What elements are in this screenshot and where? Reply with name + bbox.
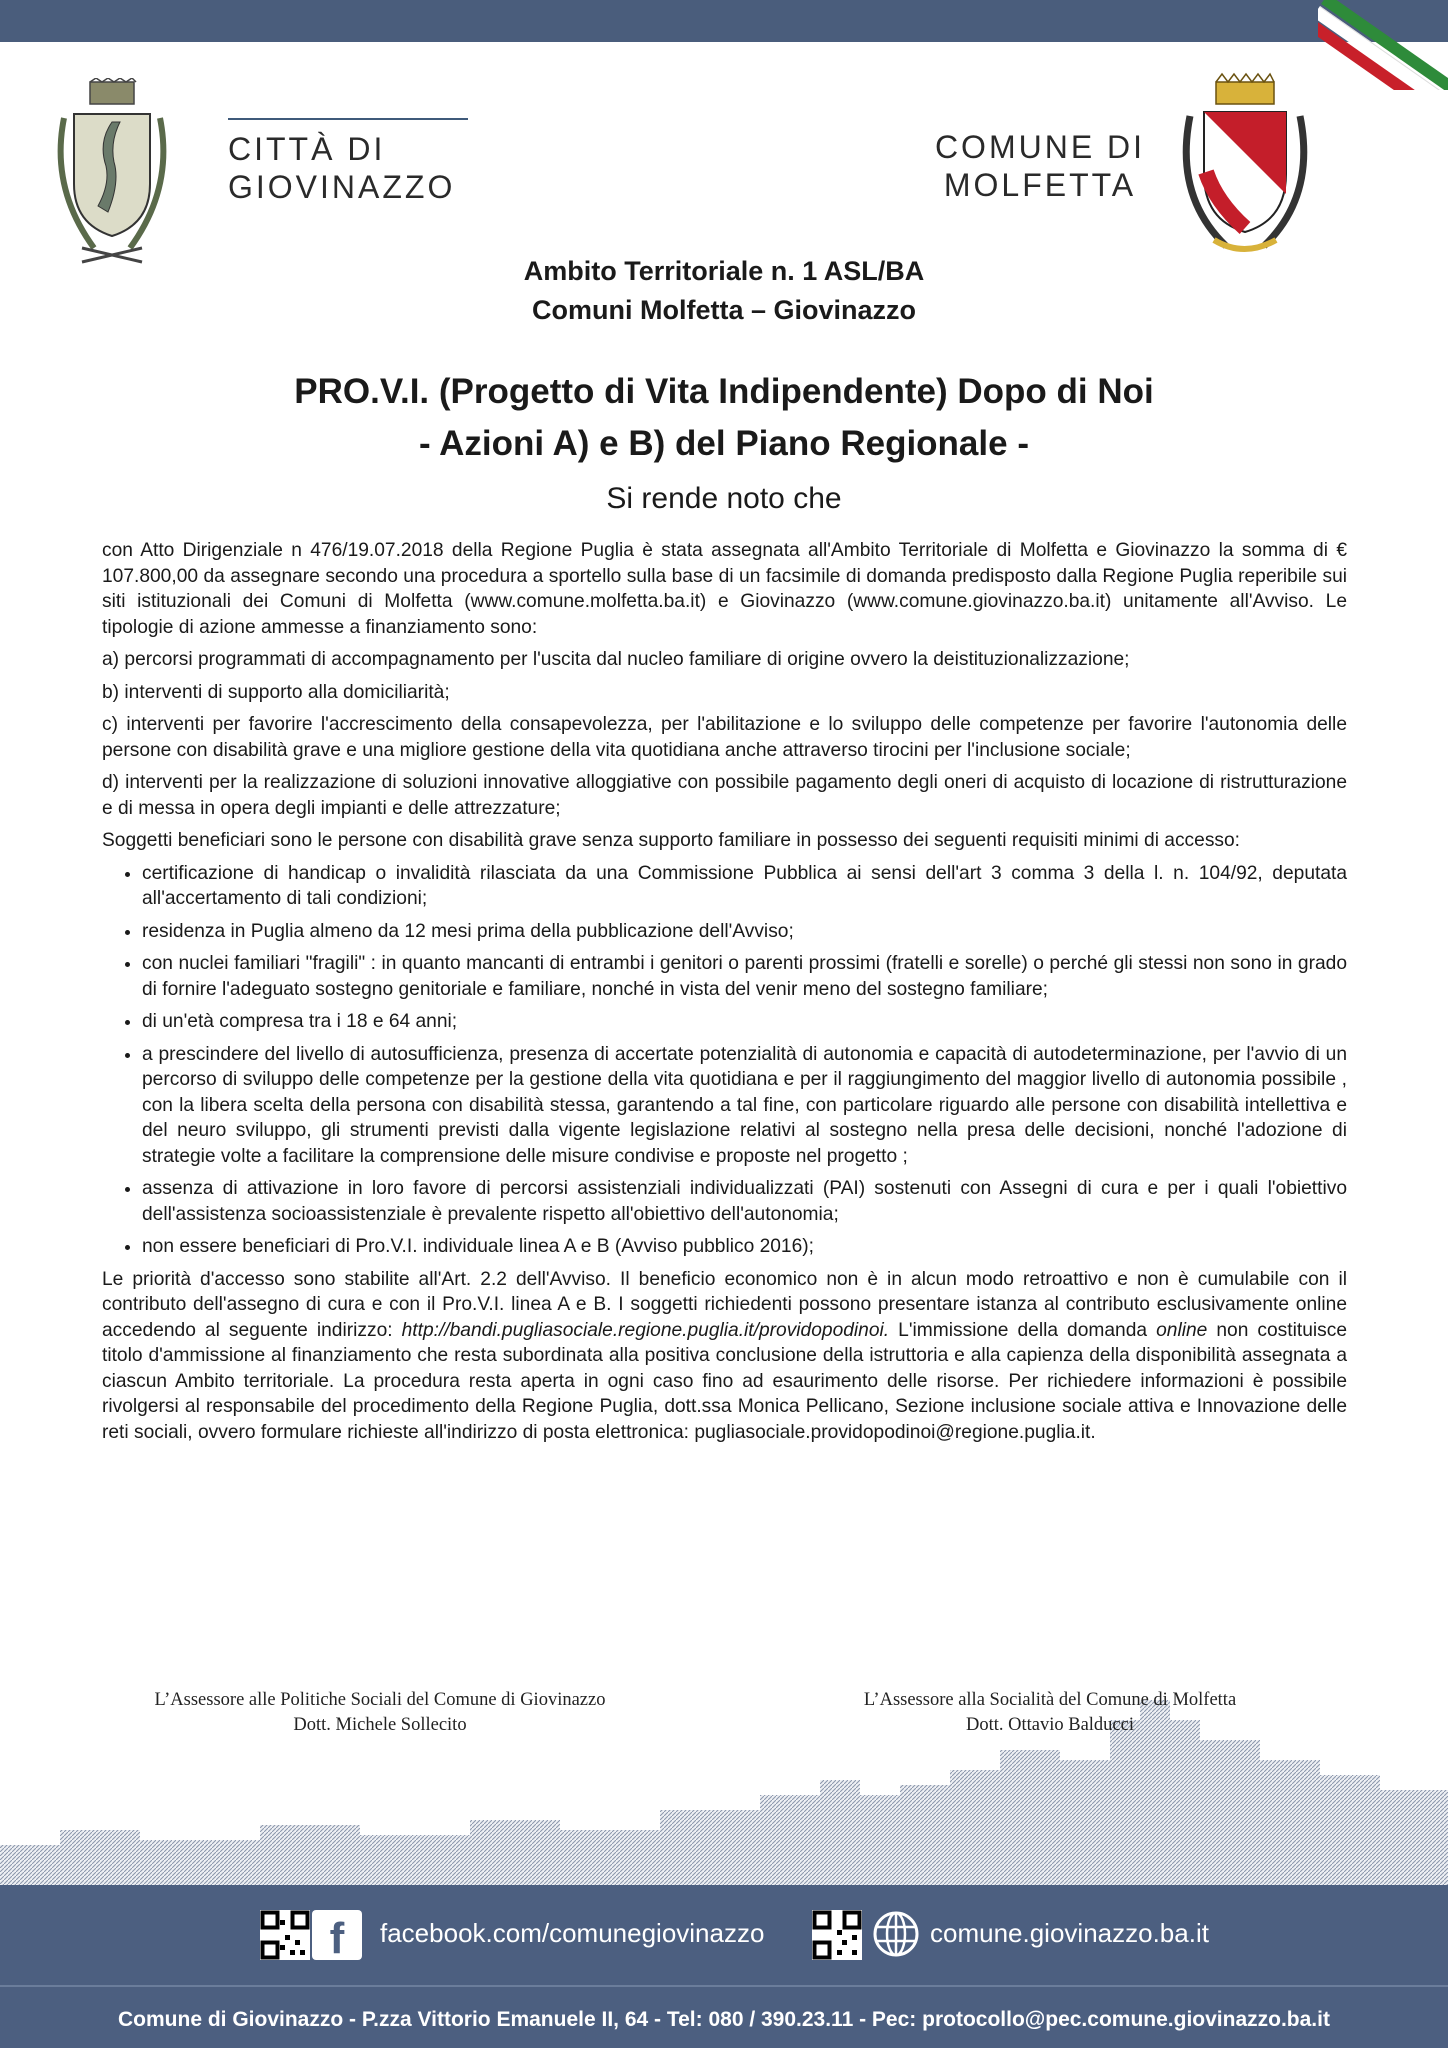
molfetta-crest-icon xyxy=(1180,72,1310,267)
signature-right-name: Dott. Ottavio Balducci xyxy=(965,1715,1134,1735)
ambito-line2: Comuni Molfetta – Giovinazzo xyxy=(531,295,916,325)
action-d: d) interventi per la realizzazione di soluzioni innovative alloggiative con possibile pagamento degli oneri di acquisto di locazione di ristrutturazione e di messa in opera degli impianti e delle attrezzature; xyxy=(102,772,1347,819)
signature-left-role: L’Assessore alle Politiche Sociali del Comune di Giovinazzo xyxy=(154,1690,606,1710)
globe-icon[interactable] xyxy=(872,1910,920,1958)
facebook-link[interactable]: facebook.com/comunegiovinazzo xyxy=(380,1918,765,1948)
city-left-line1: CITTÀ DI xyxy=(228,131,386,167)
list-item: • non essere beneficiari di Pro.V.I. individuale linea A e B (Avviso pubblico 2016); xyxy=(142,1234,1347,1260)
title-line2: - Azioni A) e B) del Piano Regionale - xyxy=(419,424,1029,463)
footer-address: Comune di Giovinazzo - P.zza Vittorio Emanuele II, 64 - Tel: 080 / 390.23.11 - Pec: protocollo@pec.comune.giovinazzo.ba.it xyxy=(118,2008,1330,2031)
online-word: online xyxy=(1156,1319,1208,1341)
qr-code-icon[interactable] xyxy=(260,1910,310,1960)
closing-text-3: non costituisce titolo d'ammissione al finanziamento che resta subordinata alla positiva conclusione della istruttoria e alla capienza della disponibilità assegnata a ciascun Ambito territoriale. La procedura resta aperta in ogni caso fino ad esaurimento delle risorse. Per richiedere informazioni è possibile rivolgersi al responsabile del procedimento della Regione Puglia, dott.ssa Monica Pellicano, Sezione inclusione sociale attiva e Innovazione delle reti sociali, ovvero formulare richieste all'indirizzo di posta elettronica: pugliasociale.providopodinoi@regione.puglia.it. xyxy=(102,1319,1347,1443)
giovinazzo-crest-icon xyxy=(52,78,172,273)
ambito-line1: Ambito Territoriale n. 1 ASL/BA xyxy=(523,256,925,286)
city-right-line2: MOLFETTA xyxy=(943,167,1137,203)
city-left-line2: GIOVINAZZO xyxy=(228,169,456,205)
title-line1: PRO.V.I. (Progetto di Vita Indipendente) Dopo di Noi xyxy=(294,372,1154,411)
closing-text-1: Le priorità d'accesso sono stabilite all'Art. 2.2 dell'Avviso. Il beneficio economico non è in alcun modo retroattivo e non è cumulabile con il contributo dell'assegno di cura e con il Pro.V.I. linea A e B. I soggetti richiedenti possono presentare istanza al contributo esclusivamente online accedendo al seguente indirizzo: xyxy=(102,1268,1347,1341)
list-item: • certificazione di handicap o invalidità rilasciata da una Commissione Pubblica ai sensi dell'art 3 comma 3 della l. n. 104/92, deputata all'accertamento di tali condizioni; xyxy=(142,861,1347,912)
signature-left-name: Dott. Michele Sollecito xyxy=(293,1715,467,1735)
ambito-heading xyxy=(0,252,1448,330)
action-a: a) percorsi programmati di accompagnamento per l'uscita dal nucleo familiare di origine ovvero la deistituzionalizzazione; xyxy=(102,649,1130,670)
beneficiaries-paragraph: Soggetti beneficiari sono le persone con disabilità grave senza supporto familiare in possesso dei seguenti requisiti minimi di accesso: xyxy=(102,830,1241,851)
closing-text-2: L'immissione della domanda xyxy=(889,1319,1157,1341)
qr-code-icon[interactable] xyxy=(812,1910,862,1960)
notice-heading: Si rende noto che xyxy=(606,482,842,515)
list-item: • residenza in Puglia almeno da 12 mesi prima della pubblicazione dell'Avviso; xyxy=(142,919,1347,945)
italian-flag-ribbon xyxy=(1318,0,1448,90)
city-left-name xyxy=(228,118,468,206)
website-link[interactable]: comune.giovinazzo.ba.it xyxy=(930,1918,1209,1948)
list-item: • assenza di attivazione in loro favore di percorsi assistenziali individualizzati (PAI) sostenuti con Assegni di cura e per i quali l'obiettivo dell'assistenza socioassistenziale è prevalente rispetto all'obiettivo dell'autonomia; xyxy=(142,1176,1347,1227)
action-b: b) interventi di supporto alla domiciliarità; xyxy=(102,681,450,703)
list-item: • a prescindere del livello di autosufficienza, presenza di accertate potenzialità di autonomia e capacità di autodeterminazione, per l'avvio di un percorso di sviluppo delle competenze per la gestione della vita quotidiana e per il raggiungimento del maggior livello di autonomia possibile , con la libera scelta della persona con disabilità stessa, garantendo a tal fine, con particolare riguardo alle persone con disabilità intellettiva e del neuro sviluppo, gli strumenti previsti dalla vigente legislazione relativi al sostegno nella presa delle decisioni, nonché l'adozione di strategie volte a facilitare la comprensione delle misure condivise e proposte nel progetto ; xyxy=(142,1042,1347,1170)
city-right-name xyxy=(930,128,1150,204)
list-item: • con nuclei familiari "fragili" : in quanto mancanti di entrambi i genitori o parenti prossimi (fratelli e sorelle) o perché gli stessi non sono in grado di fornire l'adeguato sostegno genitoriale e familiare, nonché in vista del venir meno del sostegno familiare; xyxy=(142,951,1347,1002)
requirements-list xyxy=(102,861,1347,1260)
signature-right-role: L’Assessore alla Socialità del Comune di Molfetta xyxy=(863,1690,1237,1710)
top-band xyxy=(0,0,1448,42)
closing-paragraph xyxy=(102,1267,1347,1446)
page-title xyxy=(0,366,1448,470)
footer-divider xyxy=(0,1985,1448,1987)
action-c: c) interventi per favorire l'accrescimento della consapevolezza, per l'abilitazione e lo sviluppo delle competenze per favorire l'autonomia delle persone con disabilità grave e una migliore gestione della vita quotidiana anche attraverso tirocini per l'inclusione sociale; xyxy=(102,714,1347,761)
application-url-link[interactable]: http://bandi.pugliasociale.regione.puglia.it/providopodinoi. xyxy=(401,1319,890,1341)
signature-left xyxy=(100,1688,660,1738)
facebook-icon[interactable]: f xyxy=(312,1910,362,1960)
signature-right xyxy=(770,1688,1330,1738)
document-body xyxy=(102,538,1347,1452)
list-item: • di un'età compresa tra i 18 e 64 anni; xyxy=(142,1009,1347,1035)
intro-paragraph: con Atto Dirigenziale n 476/19.07.2018 della Regione Puglia è stata assegnata all'Ambito Territoriale di Molfetta e Giovinazzo la somma di € 107.800,00 da assegnare secondo una procedura a sportello sulla base di un facsimile di domanda predisposto dalla Regione Puglia reperibile sui siti istituzionali dei Comuni di Molfetta (www.comune.molfetta.ba.it) e Giovinazzo (www.comune.giovinazzo.ba.it) unitamente all'Avviso. Le tipologie di azione ammesse a finanziamento sono: xyxy=(102,540,1347,638)
city-right-line1: COMUNE DI xyxy=(934,129,1146,165)
